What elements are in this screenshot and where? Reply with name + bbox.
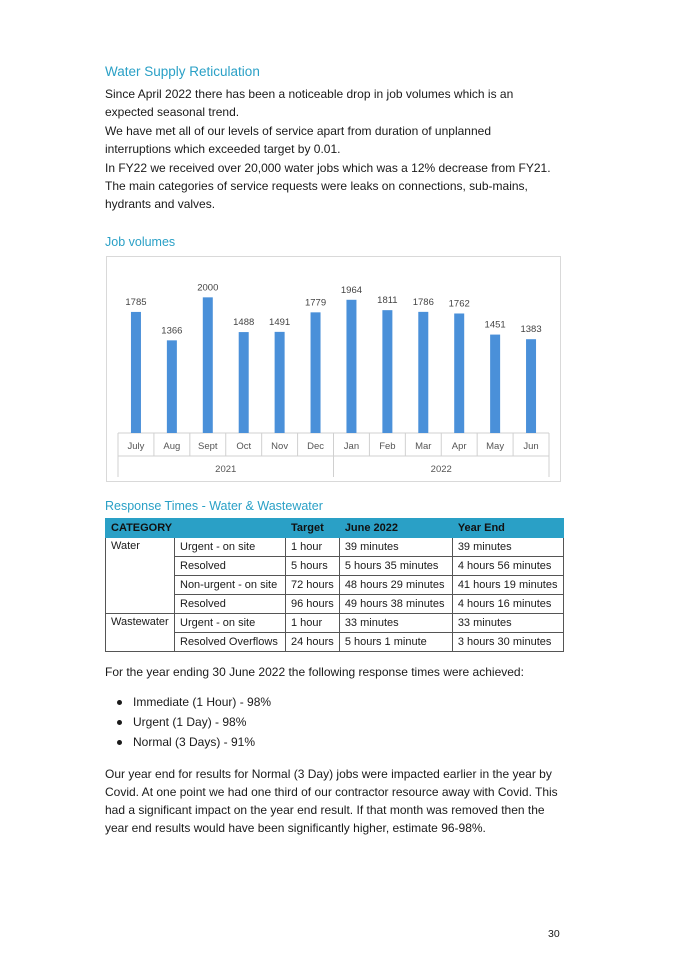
chart-title: Job volumes — [105, 235, 176, 249]
table-row — [106, 538, 564, 557]
results-intro: For the year ending 30 June 2022 the following response times were achieved: — [105, 665, 524, 679]
x-tick-label: Sept — [198, 441, 218, 452]
x-tick-label: Jun — [523, 441, 539, 452]
data-label: 1786 — [412, 296, 434, 308]
data-label: 1383 — [520, 324, 542, 336]
table-row — [106, 614, 564, 633]
results-list — [105, 692, 271, 752]
year-end-cell: 4 hours 56 minutes — [452, 557, 563, 576]
table-row — [106, 633, 564, 652]
list-item — [105, 692, 271, 712]
x-tick-label: Jan — [343, 441, 360, 452]
target-cell: 1 hour — [286, 538, 340, 557]
year-end-cell: 4 hours 16 minutes — [452, 595, 563, 614]
paragraph-levels-of-service: We have met all of our levels of service apart from duration of unplanned interruptions which exceeded target by 0.01. — [105, 124, 491, 156]
type-cell: Resolved — [175, 557, 286, 576]
table-row — [106, 576, 564, 595]
bar — [454, 313, 464, 433]
june-cell: 39 minutes — [339, 538, 452, 557]
year-group-label: 2022 — [430, 464, 452, 475]
job-volumes-chart — [106, 256, 561, 482]
table-row — [106, 557, 564, 576]
table-header-row — [106, 519, 564, 538]
type-cell: Non-urgent - on site — [175, 576, 286, 595]
data-label: 2000 — [197, 282, 219, 294]
year-end-cell: 3 hours 30 minutes — [452, 633, 563, 652]
data-label: 1785 — [125, 296, 147, 308]
bullet-icon — [117, 700, 122, 705]
response-times-table — [105, 518, 564, 652]
june-cell: 49 hours 38 minutes — [339, 595, 452, 614]
section-heading: Water Supply Reticulation — [105, 64, 260, 79]
x-tick-label: Apr — [451, 441, 467, 452]
bar — [526, 339, 536, 433]
year-end-cell: 39 minutes — [452, 538, 563, 557]
type-cell: Urgent - on site — [175, 538, 286, 557]
june-cell: 48 hours 29 minutes — [339, 576, 452, 595]
x-tick-label: Nov — [271, 441, 289, 452]
table-row — [106, 595, 564, 614]
data-label: 1491 — [269, 316, 291, 328]
type-cell: Urgent - on site — [175, 614, 286, 633]
category-cell: Wastewater — [106, 614, 175, 652]
header-target: Target — [286, 519, 340, 538]
bar — [131, 312, 141, 433]
list-item — [105, 712, 271, 732]
data-label: 1451 — [484, 319, 506, 331]
year-end-cell: 33 minutes — [452, 614, 563, 633]
data-label: 1811 — [377, 295, 398, 307]
target-cell: 24 hours — [286, 633, 340, 652]
data-label: 1762 — [448, 298, 470, 310]
bar — [239, 332, 249, 433]
header-category: CATEGORY — [106, 519, 286, 538]
target-cell: 72 hours — [286, 576, 340, 595]
category-cell: Water — [106, 538, 175, 614]
table-title: Response Times - Water & Wastewater — [105, 499, 323, 513]
header-year-end: Year End — [452, 519, 563, 538]
x-tick-label: Dec — [307, 441, 324, 452]
x-tick-label: Aug — [163, 441, 181, 452]
list-item-text: Immediate (1 Hour) - 98% — [133, 695, 272, 709]
june-cell: 5 hours 1 minute — [339, 633, 452, 652]
list-item-text: Normal (3 Days) - 91% — [133, 735, 256, 749]
data-label: 1779 — [304, 297, 327, 309]
bar — [275, 332, 285, 433]
paragraph-fy22-jobs: In FY22 we received over 20,000 water jobs which was a 12% decrease from FY21. The main categories of service requests were leaks on connections, sub-mains, hydrants and valves. — [105, 161, 551, 211]
type-cell: Resolved Overflows — [175, 633, 286, 652]
data-label: 1488 — [233, 317, 255, 329]
list-item-text: Urgent (1 Day) - 98% — [133, 715, 247, 729]
type-cell: Resolved — [175, 595, 286, 614]
bar — [490, 335, 500, 433]
target-cell: 5 hours — [286, 557, 340, 576]
x-tick-label: Feb — [379, 441, 396, 452]
bar — [382, 310, 392, 433]
x-tick-label: July — [127, 441, 145, 452]
bar — [167, 340, 177, 433]
target-cell: 1 hour — [286, 614, 340, 633]
target-cell: 96 hours — [286, 595, 340, 614]
year-end-cell: 41 hours 19 minutes — [452, 576, 563, 595]
x-tick-label: Mar — [415, 441, 432, 452]
data-label: 1964 — [340, 284, 363, 296]
bar — [203, 297, 213, 433]
bar — [311, 312, 321, 433]
page-number: 30 — [548, 928, 560, 940]
header-june-2022: June 2022 — [339, 519, 452, 538]
bar — [346, 300, 356, 433]
june-cell: 5 hours 35 minutes — [339, 557, 452, 576]
x-tick-label: May — [486, 441, 505, 452]
bullet-icon — [117, 740, 122, 745]
bullet-icon — [117, 720, 122, 725]
list-item — [105, 732, 271, 752]
x-tick-label: Oct — [236, 441, 252, 452]
june-cell: 33 minutes — [339, 614, 452, 633]
paragraph-seasonal-trend: Since April 2022 there has been a noticeable drop in job volumes which is an expected seasonal trend. — [105, 87, 514, 119]
year-group-label: 2021 — [215, 464, 237, 475]
data-label: 1366 — [161, 325, 183, 337]
job-volumes-chart-svg — [107, 257, 560, 481]
closing-paragraph: Our year end for results for Normal (3 Day) jobs were impacted earlier in the year by Covid. At one point we had one third of our contractor resource away with Covid. This had a significant impact on the year end result. If that month was removed then the year end results would have been significantly higher, estimate 96-98%. — [105, 767, 558, 835]
bar — [418, 312, 428, 433]
